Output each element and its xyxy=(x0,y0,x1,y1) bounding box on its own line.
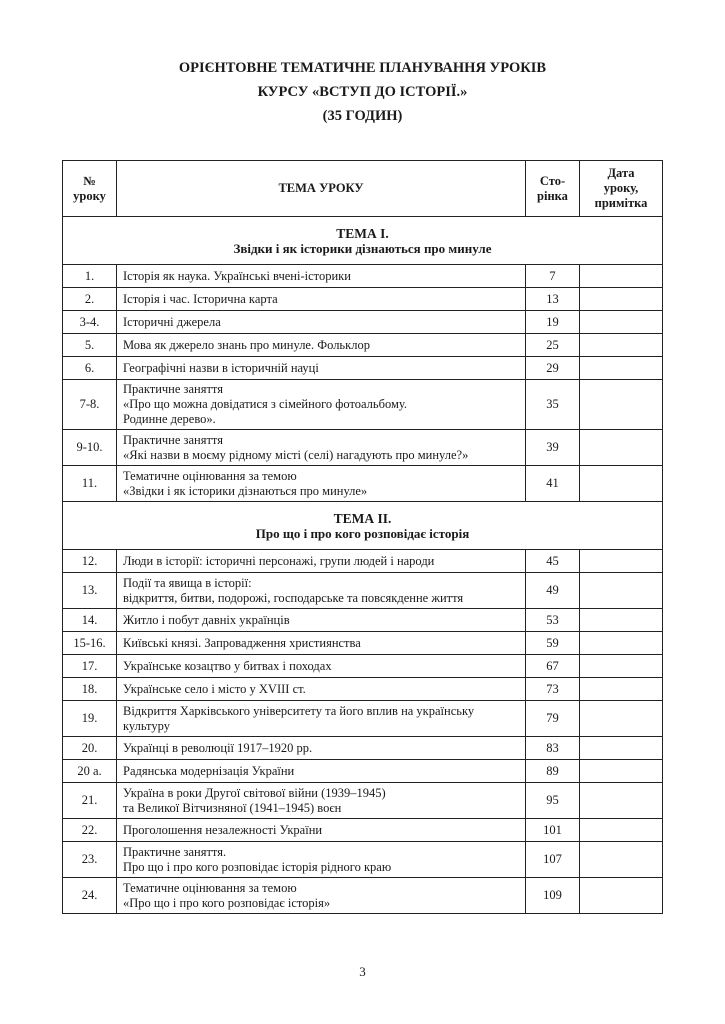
lesson-date-note xyxy=(580,760,663,783)
lesson-number: 3-4. xyxy=(63,311,117,334)
table-row xyxy=(63,311,663,334)
lesson-topic-line: Тематичне оцінювання за темою xyxy=(123,880,297,895)
lesson-topic xyxy=(117,609,526,632)
lesson-page: 95 xyxy=(526,783,580,819)
lesson-number: 21. xyxy=(63,783,117,819)
lesson-topic xyxy=(117,550,526,573)
lesson-date-note xyxy=(580,380,663,430)
lesson-page: 59 xyxy=(526,632,580,655)
lesson-topic-line: Відкриття Харківського університету та його вплив на українську xyxy=(123,703,475,718)
table-header-row xyxy=(63,161,663,217)
lesson-page: 89 xyxy=(526,760,580,783)
lesson-topic xyxy=(117,357,526,380)
lesson-number: 23. xyxy=(63,842,117,878)
lesson-topic-line: Практичне заняття xyxy=(123,432,223,447)
lesson-number: 7-8. xyxy=(63,380,117,430)
lesson-topic xyxy=(117,760,526,783)
lesson-topic-line: культуру xyxy=(123,718,170,733)
section-title xyxy=(63,217,663,265)
lesson-topic xyxy=(117,842,526,878)
lesson-page: 29 xyxy=(526,357,580,380)
table-row xyxy=(63,550,663,573)
lesson-date-note xyxy=(580,265,663,288)
page-title xyxy=(0,56,725,128)
lesson-plan-body xyxy=(63,217,663,914)
section-number: ТЕМА І. xyxy=(336,225,389,241)
lesson-number: 18. xyxy=(63,678,117,701)
lesson-topic-line: Київські князі. Запровадження християнства xyxy=(123,635,361,650)
lesson-number: 1. xyxy=(63,265,117,288)
table-row xyxy=(63,380,663,430)
lesson-topic xyxy=(117,632,526,655)
lesson-number: 5. xyxy=(63,334,117,357)
lesson-page: 41 xyxy=(526,466,580,502)
lesson-topic xyxy=(117,430,526,466)
section-subtitle: Звідки і як історики дізнаються про минуле xyxy=(233,240,492,256)
lesson-date-note xyxy=(580,819,663,842)
lesson-number: 2. xyxy=(63,288,117,311)
table-row xyxy=(63,783,663,819)
lesson-topic-line: Практичне заняття. xyxy=(123,844,227,859)
lesson-topic-line: Мова як джерело знань про минуле. Фольклор xyxy=(123,337,370,352)
section-header-row xyxy=(63,502,663,550)
lesson-date-note xyxy=(580,609,663,632)
table-row xyxy=(63,819,663,842)
lesson-topic-line: Історичні джерела xyxy=(123,314,221,329)
lesson-number: 17. xyxy=(63,655,117,678)
lesson-date-note xyxy=(580,783,663,819)
table-row xyxy=(63,357,663,380)
lesson-page: 109 xyxy=(526,878,580,914)
table-row xyxy=(63,466,663,502)
lesson-topic-line: та Великої Вітчизняної (1941–1945) воєн xyxy=(123,800,342,815)
lesson-topic-line: Житло і побут давніх українців xyxy=(123,612,290,627)
lesson-date-note xyxy=(580,842,663,878)
table-row xyxy=(63,737,663,760)
lesson-topic xyxy=(117,265,526,288)
table-row xyxy=(63,878,663,914)
lesson-number: 9-10. xyxy=(63,430,117,466)
lesson-topic-line: «Про що і про кого розповідає історія» xyxy=(123,895,331,910)
lesson-topic xyxy=(117,655,526,678)
lesson-date-note xyxy=(580,632,663,655)
lesson-topic-line: Про що і про кого розповідає історія рідного краю xyxy=(123,859,392,874)
page-number: 3 xyxy=(359,964,366,979)
lesson-topic-line: Історія і час. Історична карта xyxy=(123,291,278,306)
lesson-number: 19. xyxy=(63,701,117,737)
header-topic: ТЕМА УРОКУ xyxy=(117,161,526,217)
lesson-page: 7 xyxy=(526,265,580,288)
section-header-row xyxy=(63,217,663,265)
header-page: Сто- рінка xyxy=(526,161,580,217)
lesson-date-note xyxy=(580,655,663,678)
lesson-date-note xyxy=(580,288,663,311)
lesson-topic xyxy=(117,466,526,502)
lesson-date-note xyxy=(580,550,663,573)
table-row xyxy=(63,573,663,609)
lesson-topic xyxy=(117,783,526,819)
lesson-date-note xyxy=(580,878,663,914)
lesson-topic xyxy=(117,288,526,311)
lesson-date-note xyxy=(580,430,663,466)
lesson-topic xyxy=(117,737,526,760)
lesson-page: 35 xyxy=(526,380,580,430)
lesson-topic-line: Географічні назви в історичній науці xyxy=(123,360,319,375)
lesson-number: 6. xyxy=(63,357,117,380)
lesson-topic-line: відкриття, битви, подорожі, господарське та повсякденне життя xyxy=(123,590,464,605)
header-lesson-number: № уроку xyxy=(63,161,117,217)
lesson-topic-line: Історія як наука. Українські вчені-історики xyxy=(123,268,351,283)
lesson-topic-line: Радянська модернізація України xyxy=(123,763,295,778)
lesson-topic-line: «Які назви в моєму рідному місті (селі) нагадують про минуле?» xyxy=(123,447,469,462)
lesson-page: 49 xyxy=(526,573,580,609)
table-row xyxy=(63,288,663,311)
title-line-2: КУРСУ «ВСТУП ДО ІСТОРІЇ.» xyxy=(257,84,468,100)
lesson-topic-line: Тематичне оцінювання за темою xyxy=(123,468,297,483)
lesson-date-note xyxy=(580,678,663,701)
lesson-number: 20 а. xyxy=(63,760,117,783)
lesson-page: 79 xyxy=(526,701,580,737)
table-row xyxy=(63,632,663,655)
table-row xyxy=(63,655,663,678)
lesson-number: 12. xyxy=(63,550,117,573)
lesson-page: 73 xyxy=(526,678,580,701)
title-line-3: (35 ГОДИН) xyxy=(322,108,403,124)
table-row xyxy=(63,609,663,632)
lesson-number: 20. xyxy=(63,737,117,760)
lesson-topic-line: Родинне дерево». xyxy=(123,412,216,426)
lesson-topic-line: «Звідки і як історики дізнаються про минуле» xyxy=(123,483,368,498)
lesson-page: 39 xyxy=(526,430,580,466)
lesson-page: 101 xyxy=(526,819,580,842)
table-row xyxy=(63,842,663,878)
lesson-plan-table xyxy=(62,160,663,914)
lesson-date-note xyxy=(580,701,663,737)
lesson-number: 24. xyxy=(63,878,117,914)
lesson-date-note xyxy=(580,357,663,380)
lesson-topic xyxy=(117,701,526,737)
header-date-note: Дата уроку, примітка xyxy=(580,161,663,217)
lesson-topic xyxy=(117,380,526,430)
table-row xyxy=(63,701,663,737)
lesson-number: 14. xyxy=(63,609,117,632)
table-row xyxy=(63,760,663,783)
lesson-page: 19 xyxy=(526,311,580,334)
lesson-topic-line: Практичне заняття xyxy=(123,382,223,396)
lesson-page: 67 xyxy=(526,655,580,678)
lesson-page: 83 xyxy=(526,737,580,760)
lesson-topic-line: Українське козацтво у битвах і походах xyxy=(123,658,332,673)
lesson-topic-line: Проголошення незалежності України xyxy=(123,822,323,837)
lesson-page: 13 xyxy=(526,288,580,311)
table-row xyxy=(63,334,663,357)
lesson-date-note xyxy=(580,334,663,357)
section-subtitle: Про що і про кого розповідає історія xyxy=(255,525,470,541)
lesson-topic-line: «Про що можна довідатися з сімейного фотоальбому. xyxy=(123,397,407,411)
lesson-topic xyxy=(117,573,526,609)
lesson-topic-line: Україна в роки Другої світової війни (1939–1945) xyxy=(123,785,386,800)
lesson-page: 53 xyxy=(526,609,580,632)
lesson-page: 107 xyxy=(526,842,580,878)
table-row xyxy=(63,430,663,466)
lesson-topic xyxy=(117,819,526,842)
lesson-number: 15-16. xyxy=(63,632,117,655)
title-line-1: ОРІЄНТОВНЕ ТЕМАТИЧНЕ ПЛАНУВАННЯ УРОКІВ xyxy=(178,60,547,76)
lesson-topic-line: Українське село і місто у XVIII ст. xyxy=(123,681,306,696)
lesson-number: 13. xyxy=(63,573,117,609)
lesson-topic-line: Люди в історії: історичні персонажі, групи людей і народи xyxy=(123,553,435,568)
lesson-date-note xyxy=(580,466,663,502)
lesson-topic-line: Українці в революції 1917–1920 рр. xyxy=(123,740,313,755)
lesson-topic xyxy=(117,334,526,357)
lesson-date-note xyxy=(580,573,663,609)
lesson-topic xyxy=(117,311,526,334)
lesson-number: 22. xyxy=(63,819,117,842)
lesson-date-note xyxy=(580,311,663,334)
lesson-topic-line: Події та явища в історії: xyxy=(123,575,252,590)
table-row xyxy=(63,265,663,288)
table-row xyxy=(63,678,663,701)
section-title xyxy=(63,502,663,550)
lesson-page: 45 xyxy=(526,550,580,573)
lesson-number: 11. xyxy=(63,466,117,502)
section-number: ТЕМА ІІ. xyxy=(333,510,392,526)
lesson-topic xyxy=(117,878,526,914)
lesson-date-note xyxy=(580,737,663,760)
lesson-topic xyxy=(117,678,526,701)
lesson-page: 25 xyxy=(526,334,580,357)
